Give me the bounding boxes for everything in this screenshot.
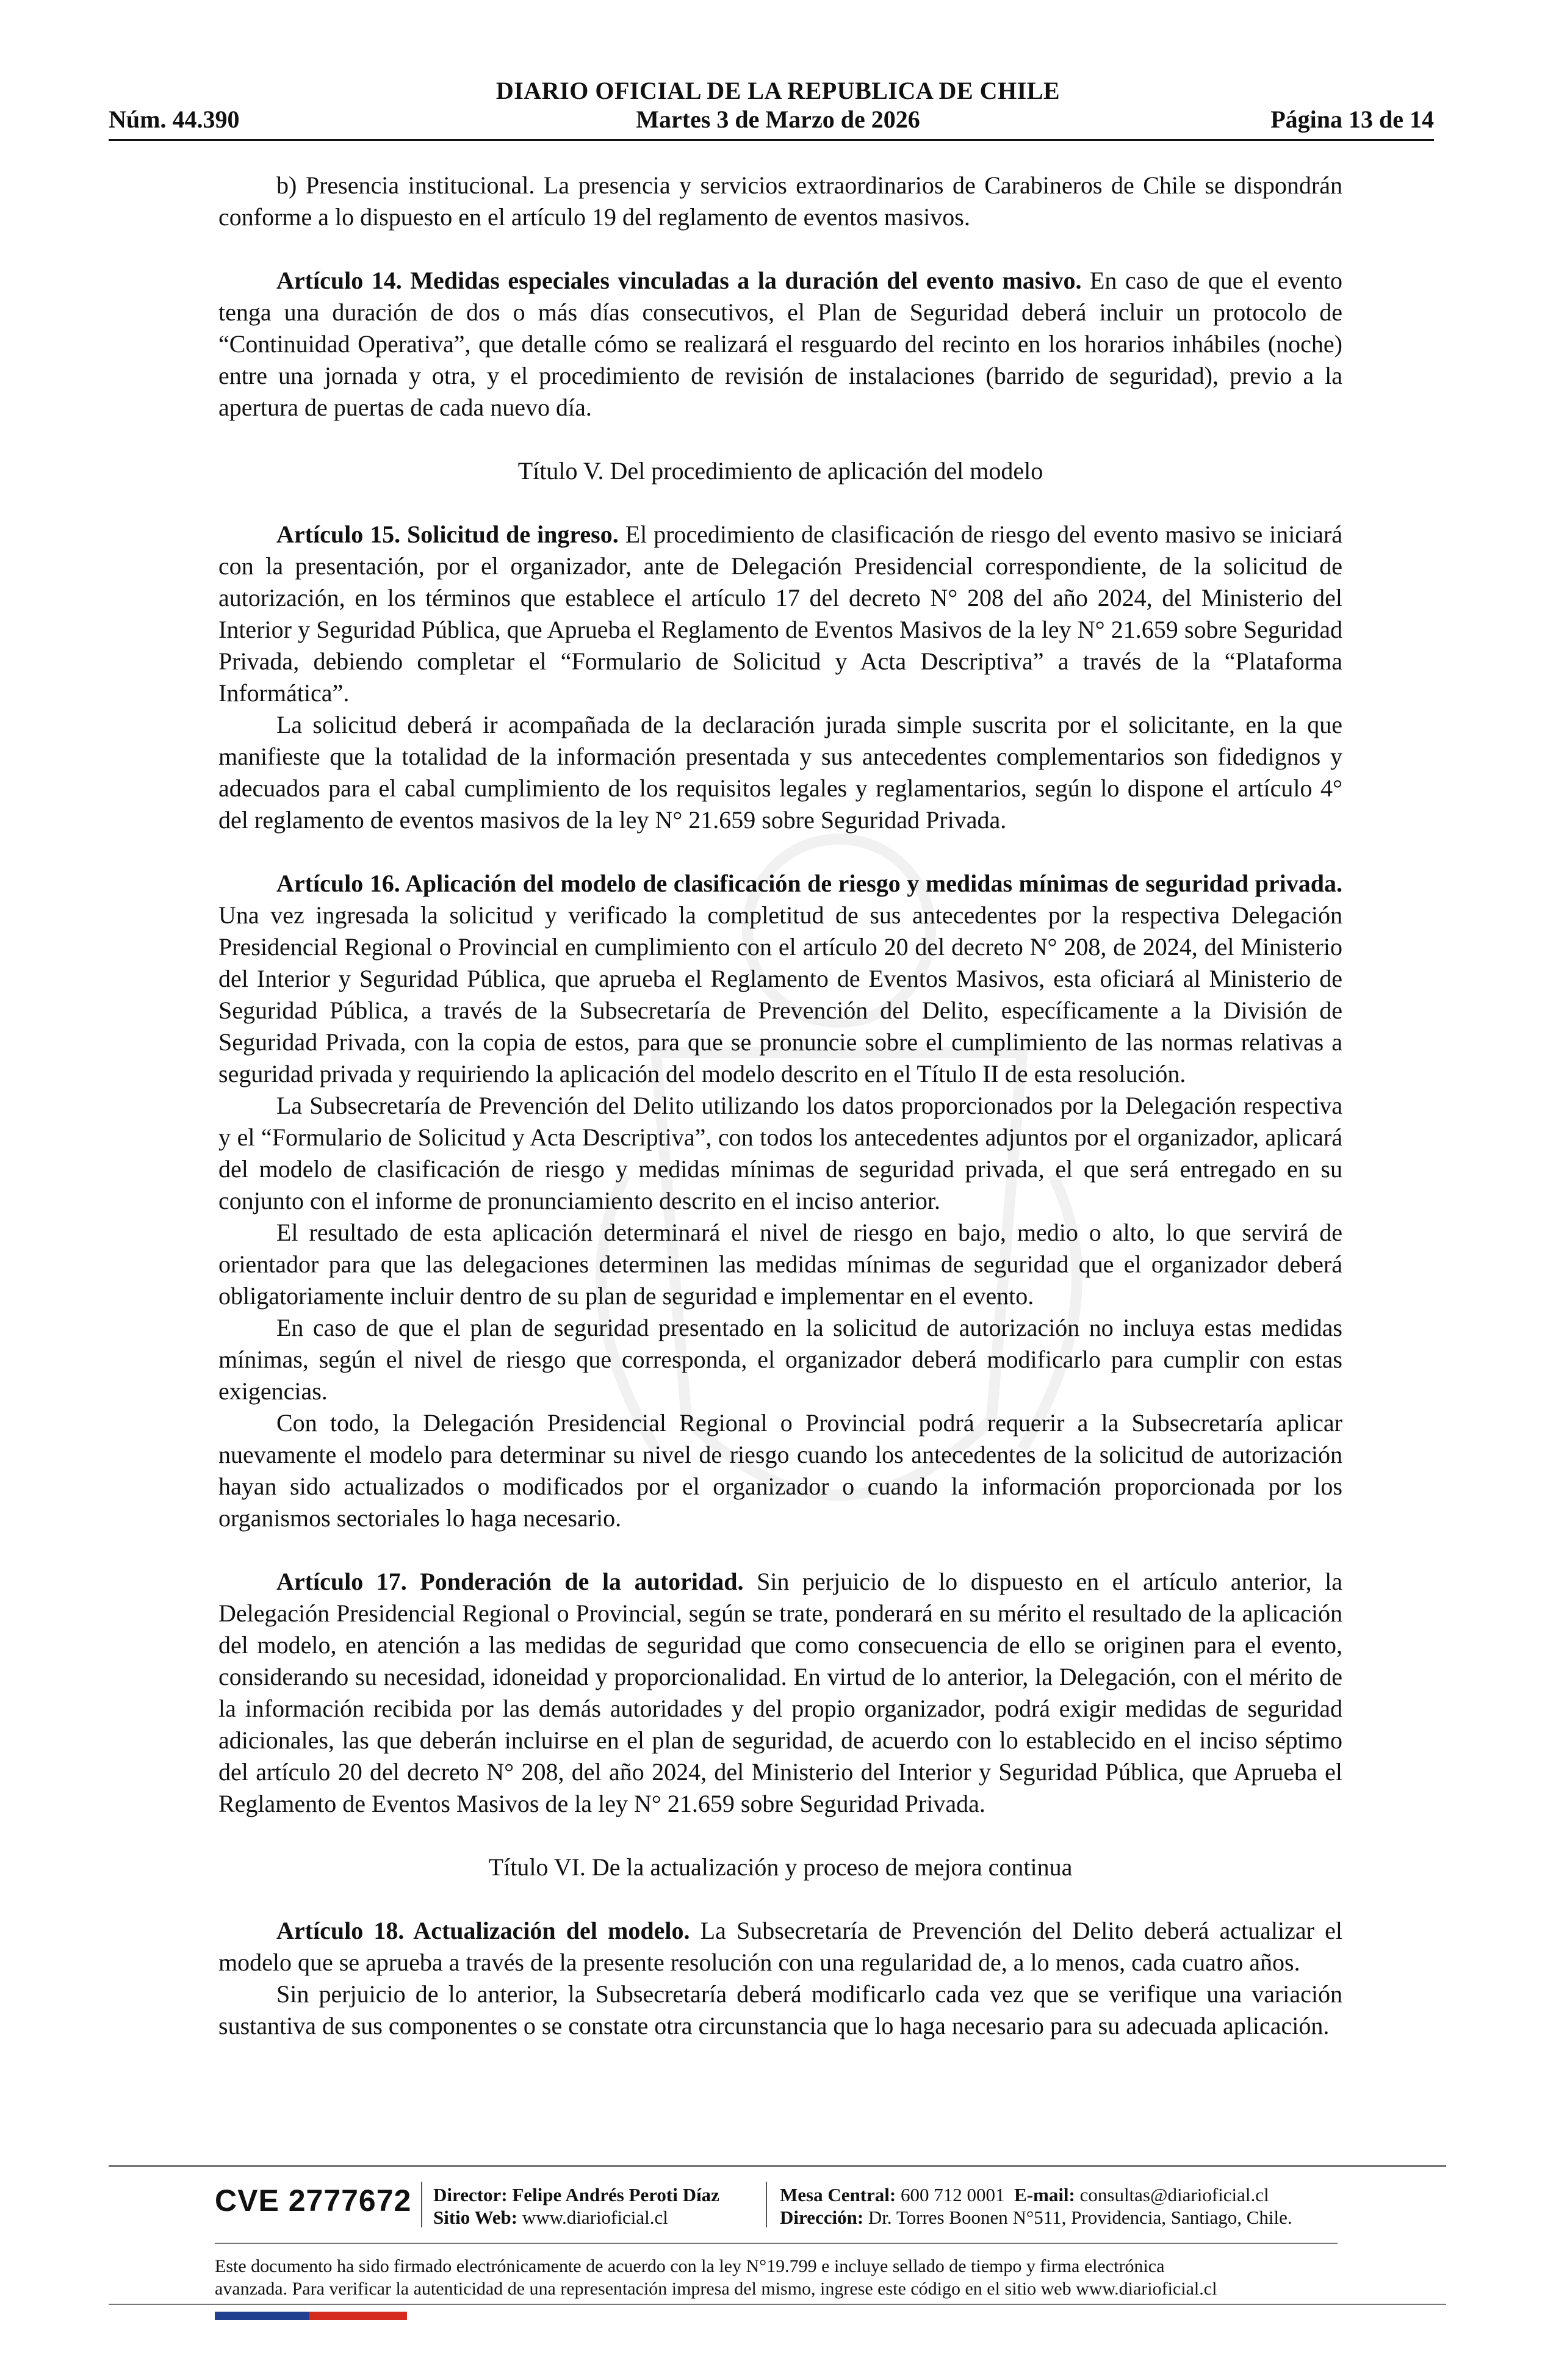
- article-17-heading: Artículo 17. Ponderación de la autoridad.: [276, 1568, 744, 1595]
- address-value: Dr. Torres Boonen N°511, Providencia, Santiago, Chile.: [868, 2207, 1292, 2228]
- director-label: Director:: [433, 2184, 508, 2205]
- website-link[interactable]: www.diarioficial.cl: [522, 2207, 668, 2228]
- phone-label: Mesa Central:: [780, 2184, 896, 2205]
- article-16-paragraph-5: Con todo, la Delegación Presidencial Regional o Provincial podrá requerir a la Subsecretaría aplicar nuevamente el modelo para determinar su nivel de riesgo cuando los antecedentes de la solicitud de autorización hayan sido actualizados o modificados por el organizador o cuando la información proporcionada por los organismos sectoriales lo haga necesario.: [218, 1409, 1342, 1532]
- article-18: [218, 1915, 1342, 1978]
- article-18-paragraph-2: Sin perjuicio de lo anterior, la Subsecretaría deberá modificarlo cada vez que se verifique una variación sustantiva de sus componentes o se constate otra circunstancia que lo haga necesario para su adecuada aplicación.: [218, 1980, 1342, 2039]
- article-16-paragraph-3: El resultado de esta aplicación determinará el nivel de riesgo en bajo, medio o alto, lo que servirá de orientador para que las delegaciones determinen las medidas mínimas de seguridad que el organizador deberá obligatoriamente incluir dentro de su plan de seguridad e implementar en el evento.: [218, 1219, 1342, 1310]
- footer-divider-top: [109, 2165, 1446, 2167]
- footer-contact-block: [780, 2183, 1292, 2229]
- article-15: [218, 519, 1342, 709]
- footer-divider-bottom: [109, 2304, 1446, 2305]
- footer-separator: [766, 2182, 767, 2227]
- article-16-heading: Artículo 16. Aplicación del modelo de clasificación de riesgo y medidas mínimas de seguridad privada.: [276, 870, 1342, 897]
- paragraph-presencia: b) Presencia institucional. La presencia y servicios extraordinarios de Carabineros de Chile se dispondrán conforme a lo dispuesto en el artículo 19 del reglamento de eventos masivos.: [218, 171, 1342, 231]
- title-vi: Título VI. De la actualización y proceso de mejora continua: [488, 1853, 1073, 1881]
- article-16-paragraph-4: En caso de que el plan de seguridad presentado en la solicitud de autorización no incluya estas medidas mínimas, según el nivel de riesgo que corresponda, el organizador deberá modificarlo para cumplir con estas exigencias.: [218, 1314, 1342, 1405]
- article-15-paragraph-2: La solicitud deberá ir acompañada de la declaración jurada simple suscrita por el solicitante, en la que manifieste que la totalidad de la información presentada y sus antecedentes complementarios son fidedignos y adecuados para el cabal cumplimiento de los requisitos legales y reglamentarios, según lo dispone el artículo 4° del reglamento de eventos masivos de la ley N° 21.659 sobre Seguridad Privada.: [218, 711, 1342, 834]
- article-17-text: Sin perjuicio de lo dispuesto en el artículo anterior, la Delegación Presidencial Regional o Provincial, según se trate, ponderará en su mérito el resultado de la aplicación del modelo, en atención a las medidas de seguridad que como consecuencia de ello se originen para el evento, considerando su necesidad, idoneidad y proporcionalidad. En virtud de lo anterior, la Delegación, con el mérito de la información recibida por las demás autoridades y del propio organizador, podrá exigir medidas de seguridad adicionales, las que deberán incluirse en el plan de seguridad, de acuerdo con lo establecido en el inciso séptimo del artículo 20 del decreto N° 208, del año 2024, del Ministerio del Interior y Seguridad Pública, que Aprueba el Reglamento de Eventos Masivos de la ley N° 21.659 sobre Seguridad Privada.: [218, 1568, 1343, 1817]
- footer-director-block: [433, 2183, 719, 2229]
- page-indicator: Página 13 de 14: [1270, 106, 1434, 133]
- article-14: [218, 265, 1342, 424]
- article-14-heading: Artículo 14. Medidas especiales vinculadas a la duración del evento masivo.: [276, 267, 1082, 294]
- issue-number: Núm. 44.390: [109, 106, 240, 133]
- phone-value: 600 712 0001: [901, 2184, 1005, 2205]
- article-14-text: En caso de que el evento tenga una duración de dos o más días consecutivos, el Plan de Seguridad deberá incluir un protocolo de “Continuidad Operativa”, que detalle cómo se realizará el resguardo del recinto en los horarios inhábiles (noche) entre una jornada y otra, y el procedimiento de revisión de instalaciones (barrido de seguridad), previo a la apertura de puertas de cada nuevo día.: [218, 267, 1342, 421]
- article-15-heading: Artículo 15. Solicitud de ingreso.: [276, 521, 619, 548]
- footer-divider-middle: [215, 2243, 1338, 2244]
- issue-date: Martes 3 de Marzo de 2026: [636, 106, 920, 133]
- email-label: E-mail:: [1014, 2184, 1075, 2205]
- header-divider: [109, 139, 1434, 141]
- newspaper-title: DIARIO OFICIAL DE LA REPUBLICA DE CHILE: [495, 77, 1061, 104]
- article-16-paragraph-2: La Subsecretaría de Prevención del Delito utilizando los datos proporcionados por la Delegación respectiva y el “Formulario de Solicitud y Acta Descriptiva”, con todos los antecedentes adjuntos por el organizador, aplicará del modelo de clasificación de riesgo y medidas mínimas de seguridad privada, el que será entregado en su conjunto con el informe de pronunciamiento descrito en el inciso anterior.: [218, 1092, 1342, 1214]
- article-16: [218, 868, 1342, 1090]
- email-link[interactable]: consultas@diarioficial.cl: [1079, 2184, 1269, 2205]
- website-label: Sitio Web:: [433, 2207, 518, 2228]
- article-17: [218, 1566, 1342, 1820]
- title-v: Título V. Del procedimiento de aplicación del modelo: [517, 457, 1043, 485]
- flag-stripe-red: [309, 2312, 407, 2320]
- footer-separator: [421, 2182, 422, 2227]
- document-body: [218, 170, 1342, 2042]
- legal-notice-line-1: Este documento ha sido firmado electrónicamente de acuerdo con la ley N°19.799 e incluye sellado de tiempo y firma electrónica: [215, 2256, 1165, 2276]
- article-18-text: La Subsecretaría de Prevención del Delito deberá actualizar el modelo que se aprueba a través de la presente resolución con una regularidad de, a lo menos, cada cuatro años.: [218, 1917, 1343, 1976]
- address-label: Dirección:: [780, 2207, 864, 2228]
- cve-code: CVE 2777672: [215, 2183, 412, 2218]
- flag-stripe-blue: [215, 2312, 309, 2320]
- director-name: Felipe Andrés Peroti Díaz: [512, 2184, 719, 2205]
- article-18-heading: Artículo 18. Actualización del modelo.: [276, 1917, 690, 1944]
- legal-notice-line-2: avanzada. Para verificar la autenticidad de una representación impresa del mismo, ingrese este código en el sitio web www.diarioficial.cl: [215, 2279, 1217, 2299]
- article-15-text: El procedimiento de clasificación de riesgo del evento masivo se iniciará con la presentación, por el organizador, ante de Delegación Presidencial correspondiente, de la solicitud de autorización, en los términos que establece el artículo 17 del decreto N° 208 del año 2024, del Ministerio del Interior y Seguridad Pública, que Aprueba el Reglamento de Eventos Masivos de la ley N° 21.659 sobre Seguridad Privada, debiendo completar el “Formulario de Solicitud y Acta Descriptiva” a través de la “Plataforma Informática”.: [218, 521, 1342, 707]
- legal-notice: [215, 2255, 1374, 2300]
- article-16-text: Una vez ingresada la solicitud y verificado la completitud de sus antecedentes por la respectiva Delegación Presidencial Regional o Provincial en cumplimiento con el artículo 20 del decreto N° 208, de 2024, del Ministerio del Interior y Seguridad Pública, que aprueba el Reglamento de Eventos Masivos, esta oficiará al Ministerio de Seguridad Pública, a través de la Subsecretaría de Prevención del Delito, específicamente a la División de Seguridad Privada, con la copia de estos, para que se pronuncie sobre el cumplimiento de las normas relativas a seguridad privada y requiriendo la aplicación del modelo descrito en el Título II de esta resolución.: [218, 901, 1342, 1087]
